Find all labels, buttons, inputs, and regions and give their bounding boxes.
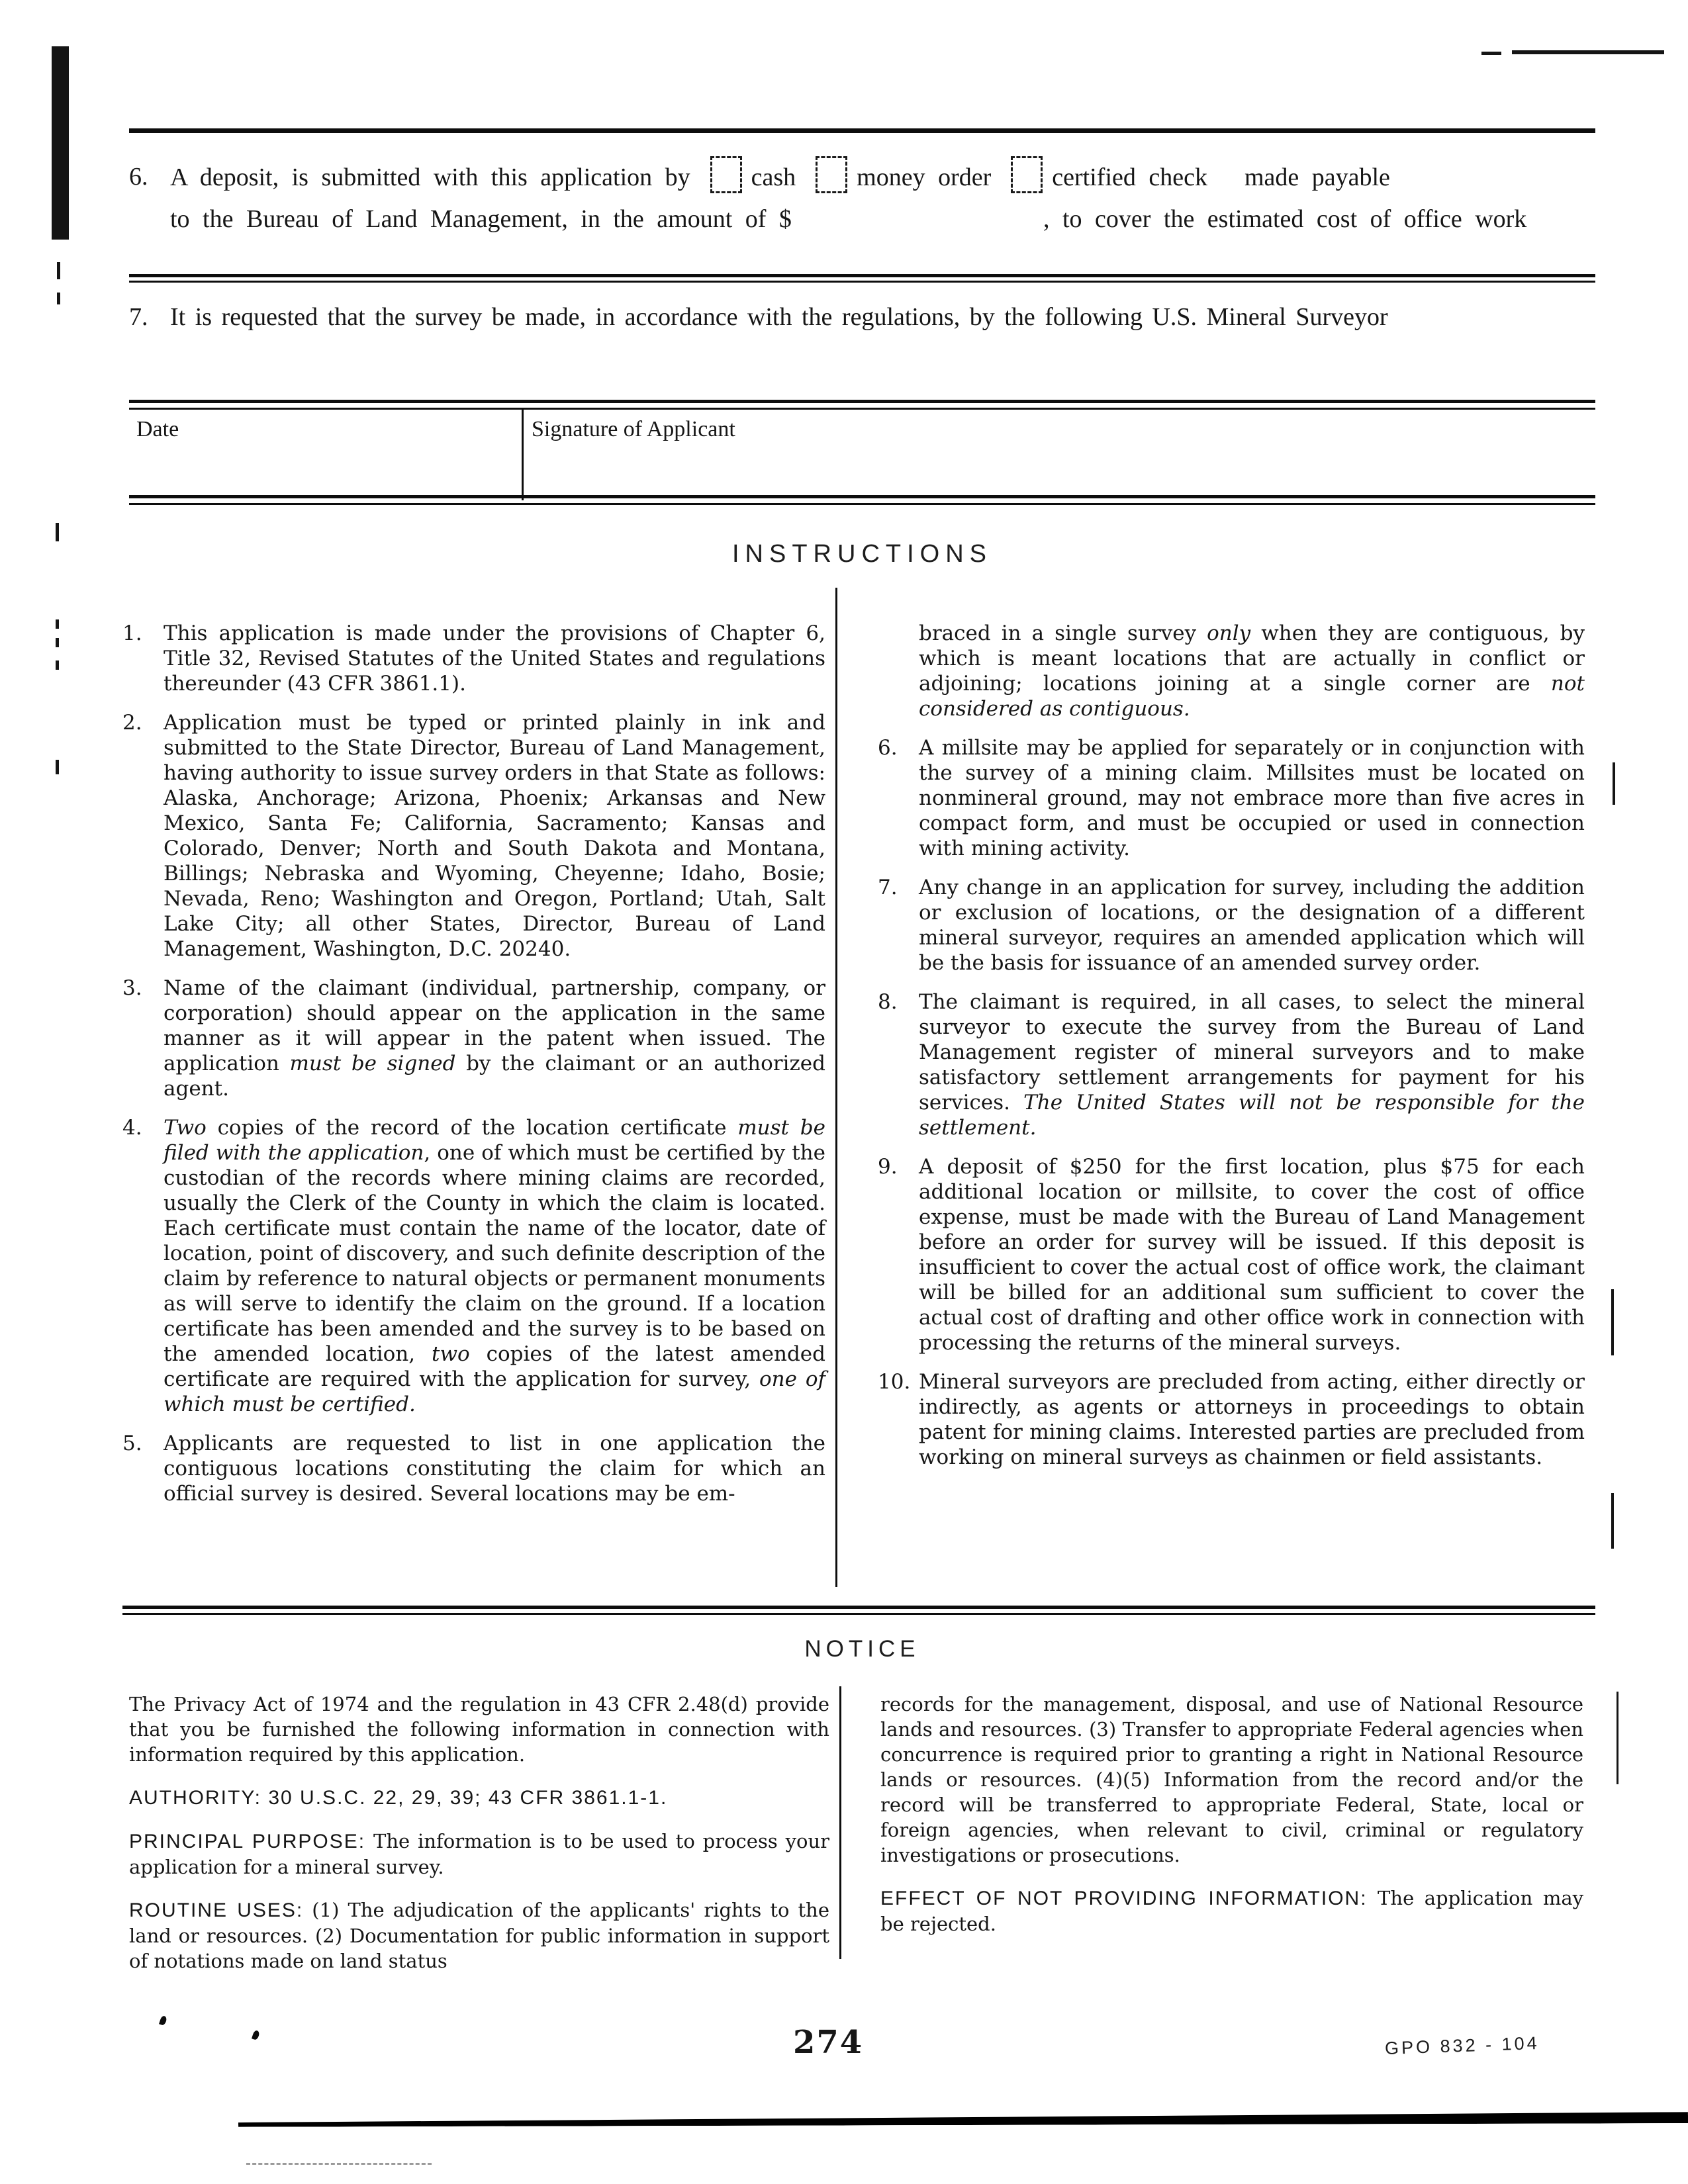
scan-artifact [246,2163,432,2165]
instruction-1 [122,621,825,696]
item6-line2-tail: , to cover the estimated cost of office work [1043,205,1527,233]
item-text: AUTHORITY: 30 U.S.C. 22, 29, 39; 43 CFR 3861.1-1. [129,1787,668,1809]
instruction-9 [878,1154,1585,1355]
item-number: 7. [878,876,898,899]
page-number: 274 [793,2024,864,2061]
instruction-3 [122,976,825,1101]
item-text: Any change in an application for survey, including the addition or exclusion of locations, or the designation of a different mineral surveyor, requires an amended application which will be the basis for issuance of an amended survey order. [919,876,1585,975]
scan-artifact [1611,1493,1614,1549]
routine-uses-paragraph [129,1897,829,1974]
instructions-heading: INSTRUCTIONS [732,540,992,568]
item-number [878,621,919,721]
horizontal-rule [122,1606,1595,1609]
instruction-10 [878,1369,1585,1470]
item-text: The claimant is required, in all cases, to select the mineral surveyor to execute the survey from the Bureau of Land Management register of mineral surveyors and to make satisfactory settlement arrangements for payment for his services. The United States will not be responsible for the settlement. [919,990,1585,1140]
notice-left-column [129,1692,829,1991]
scan-artifact [1512,50,1664,54]
scan-artifact [159,2015,167,2026]
certified-check-label: certified check [1052,163,1207,191]
item-number: 10. [878,1370,911,1394]
scan-artifact [52,46,69,240]
scan-artifact [1613,762,1615,805]
horizontal-rule [122,1613,1595,1615]
column-divider [839,1686,841,1959]
principal-purpose-paragraph [129,1829,829,1880]
scan-artifact [57,262,60,279]
notice-heading: NOTICE [804,1636,920,1662]
column-divider [835,588,837,1587]
item-number: 6. [878,736,898,760]
scan-artifact [238,2112,1688,2127]
form-item-7 [129,296,1599,338]
made-payable-text: made payable [1244,163,1390,191]
money-order-label: money order [857,163,992,191]
scan-artifact [56,760,59,774]
item-text: PRINCIPAL PURPOSE: The information is to be used to process your application for a mineral survey. [129,1830,829,1878]
privacy-act-paragraph [129,1692,829,1767]
instruction-4 [122,1115,825,1417]
certified-check-checkbox[interactable] [1011,156,1043,193]
item-text: The Privacy Act of 1974 and the regulation in 43 CFR 2.48(d) provide that you be furnished the following information in connection with information required by this application. [129,1693,829,1766]
authority-paragraph [129,1785,829,1811]
item-number: 9. [878,1155,898,1179]
instruction-8 [878,989,1585,1140]
item7-text: It is requested that the survey be made, in accordance with the regulations, by the following U.S. Mineral Surveyor [170,303,1388,331]
item-text: Applicants are requested to list in one application the contiguous locations constituting the claim for which an official survey is desired. Several locations may be em- [164,1432,825,1506]
item-text: A millsite may be applied for separately or in conjunction with the survey of a mining claim. Millsites must be located on nonmineral ground, may not embrace more than five acres in compact form, and must be occupied or used in connection with mining activity. [919,736,1585,860]
gpo-imprint: GPO 832 - 104 [1384,2032,1540,2059]
item-text: This application is made under the provisions of Chapter 6, Title 32, Revised Statutes of the United States and regulations thereunder (43 CFR 3861.1). [164,621,825,696]
item-text: Name of the claimant (individual, partnership, company, or corporation) should appear on the application in the same manner as it will appear in the patent when issued. The application must be signed by the claimant or an authorized agent. [164,976,825,1101]
table-column-divider [522,408,524,500]
item-text: Application must be typed or printed plainly in ink and submitted to the State Director, Bureau of Land Management, having authority to issue survey orders in that State as follows: Alaska, Anchorage; Arizona, Phoenix; Arkansas and New Mexico, Santa Fe; California, Sacramento; Kansas and Colorado, Denver; North and South Dakota and Montana, Billings; Nebraska and Wyoming, Cheyenne; Idaho, Bosie; Nevada, Reno; Washington and Oregon, Portland; Utah, Salt Lake City; all other States, Director, Bureau of Land Management, Washington, D.C. 20240. [164,711,825,961]
scan-artifact [56,660,59,670]
item6-line2-text: to the Bureau of Land Management, in the amount of $ [170,205,792,233]
date-input-area[interactable] [129,447,520,499]
cash-checkbox[interactable] [710,156,742,193]
notice-right-column [880,1692,1583,1954]
scan-artifact [57,293,60,304]
money-order-checkbox[interactable] [816,156,847,193]
item-number: 3. [122,976,142,1000]
item-text: Mineral surveyors are precluded from acting, either directly or indirectly, as agents or attorneys in proceedings to obtain patent for mining claims. Interested parties are precluded from working on mineral surveys as chainmen or field assistants. [919,1370,1585,1469]
table-border [129,400,1595,403]
scan-artifact [1611,1289,1614,1355]
form-item-6 [129,156,1599,240]
scan-artifact [252,2030,260,2040]
item-number: 7. [129,303,148,331]
item-number: 1. [122,621,142,645]
mineral-surveyor-input-area[interactable] [129,341,1595,397]
instruction-6 [878,735,1585,861]
item-text: Two copies of the record of the location certificate must be filed with the application, one of which must be certified by the custodian of the records where mining claims are recorded, usually the Clerk of the County in which the claim is located. Each certificate must contain the name of the locator, date of location, point of discovery, and such definite description of the claim by reference to natural objects or permanent monuments as will serve to identify the claim on the ground. If a location certificate has been amended and the survey is to be based on the amended location, two copies of the latest amended certificate are required with the application for survey, one of which must be certified. [164,1116,826,1416]
item-number: 4. [122,1116,142,1140]
table-border [129,495,1595,498]
item6-text: A deposit, is submitted with this application by [170,163,690,191]
scan-artifact [56,619,59,629]
instruction-5 [122,1431,825,1506]
item-text: records for the management, disposal, and use of National Resource lands and resources. (3) Transfer to appropriate Federal agencies when concurrence is required prior to granting a right in National Resource lands or resources. (4)(5) Information from the record and/or the record will be transferred to appropriate Federal, State, local or foreign agencies, when relevant to civil, criminal or regulatory investigations or prosecutions. [880,1693,1583,1866]
signature-label: Signature of Applicant [532,417,735,441]
scan-artifact [56,523,59,541]
table-border [129,408,1595,410]
effect-paragraph [880,1886,1583,1936]
instruction-5-continuation [878,621,1585,721]
item-text: A deposit of $250 for the first location, plus $75 for each additional location or millsite, to cover the cost of office expense, must be made with the Bureau of Land Management before an order for survey will be issued. If this deposit is insufficient to cover the actual cost of office work, the claimant will be billed for an additional sum sufficient to cover the actual cost of drafting and other office work in connection with processing the returns of the mineral surveys. [919,1155,1585,1355]
item-text: braced in a single survey only when they are contiguous, by which is meant locations that are actually in conflict or adjoining; locations joining at a single corner are not considered as contiguous. [919,621,1585,721]
signature-input-area[interactable] [524,447,1595,499]
item-number: 2. [122,711,142,735]
item-number: 5. [122,1432,142,1455]
item-number: 8. [878,990,898,1014]
scan-artifact [1617,1692,1618,1784]
horizontal-rule [129,281,1595,283]
table-border [129,503,1595,505]
routine-uses-continuation [880,1692,1583,1868]
horizontal-rule [129,128,1595,133]
horizontal-rule [129,274,1595,277]
instruction-2 [122,710,825,962]
item-text: ROUTINE USES: (1) The adjudication of the applicants' rights to the land or resources. (2) Documentation for public information in support of notations made on land status [129,1899,830,1972]
scan-artifact [56,638,59,647]
cash-label: cash [751,163,796,191]
instructions-left-column [122,621,825,1520]
date-label: Date [136,417,179,441]
instructions-right-column [878,621,1585,1484]
instruction-7 [878,875,1585,976]
scan-artifact [1481,52,1501,55]
item-number: 6. [129,163,148,191]
item-text: EFFECT OF NOT PROVIDING INFORMATION: The application may be rejected. [880,1887,1583,1935]
